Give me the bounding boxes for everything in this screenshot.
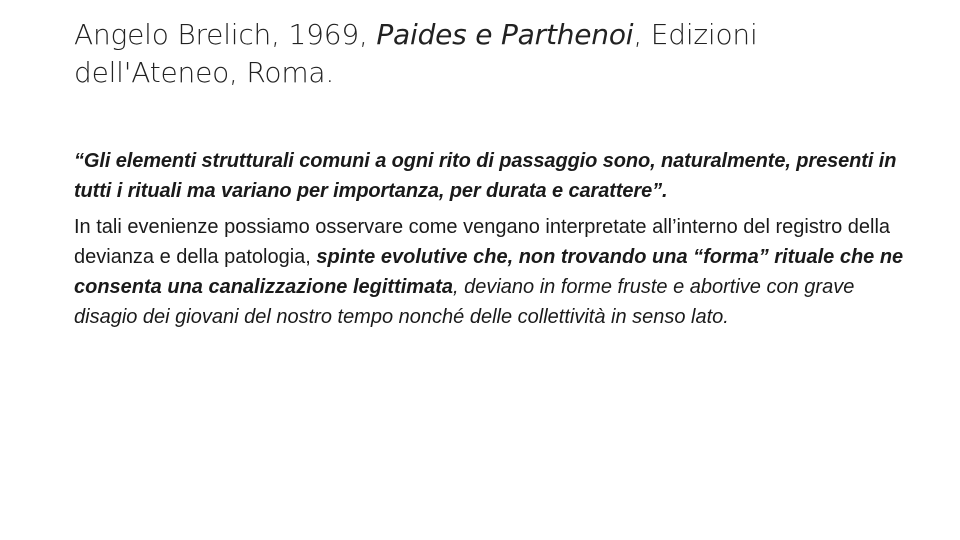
body-paragraph — [74, 212, 904, 332]
paragraph-plain-text: In tali evenienze possiamo osservare come vengano interpretate all’interno del registro della devianza e della patologia, — [74, 216, 891, 268]
quote-text: “Gli elementi strutturali comuni a ogni rito di passaggio sono, naturalmente, presenti in tutti i rituali ma variano per importanza, per durata e carattere”. — [74, 150, 897, 202]
title-publisher: , Edizioni dell'Ateneo, Roma. — [74, 18, 758, 89]
title-book-name: Paides e Parthenoi — [376, 18, 634, 51]
slide-title — [74, 16, 904, 92]
slide-body — [74, 146, 904, 332]
paragraph-italic-text: , deviano in forme fruste e abortive con grave disagio dei giovani del nostro tempo nonché delle collettività in senso lato. — [74, 276, 855, 328]
paragraph-emphasis-text: spinte evolutive che, non trovando una “forma” rituale che ne consenta una canalizzazione legittimata — [74, 246, 904, 298]
title-author-year: Angelo Brelich, 1969, — [74, 18, 377, 51]
